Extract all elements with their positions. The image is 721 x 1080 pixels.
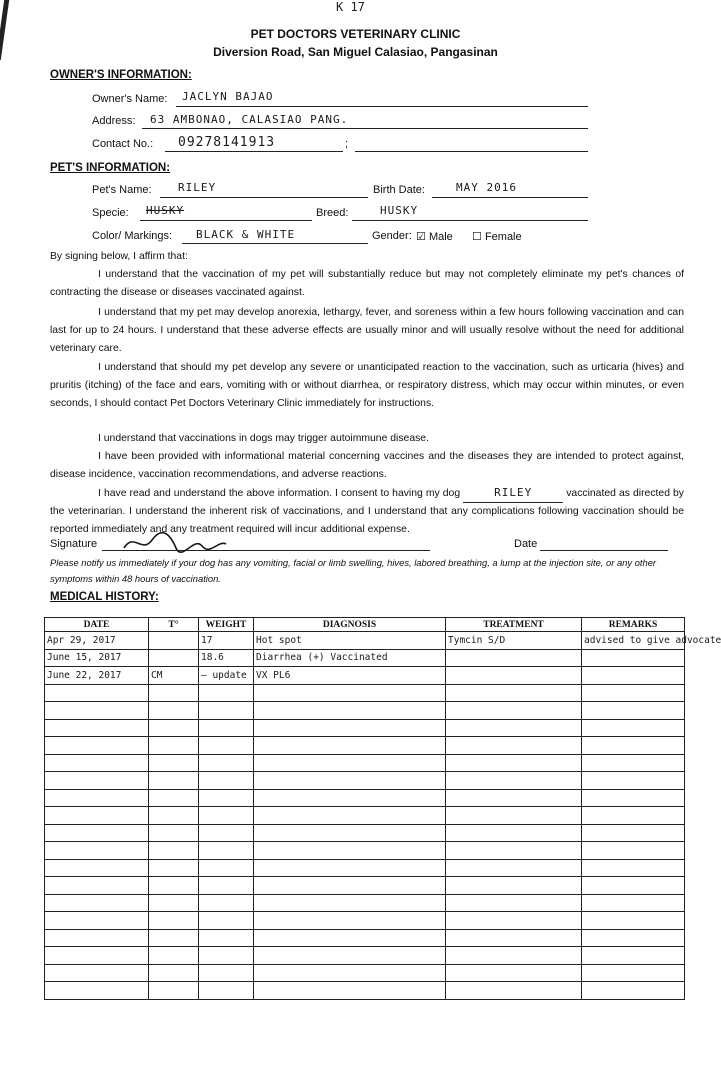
affirm-paragraph-5: I have been provided with informational material concerning vaccines and the diseases they are intended to protect against, disease incidence, vaccination recommendations, and adverse reactions. <box>50 451 684 480</box>
cell-empty <box>45 754 149 772</box>
contact-separator: ; <box>345 138 349 150</box>
color-line <box>182 243 368 244</box>
cell-empty <box>149 929 199 947</box>
pet-name-value: RILEY <box>178 181 217 194</box>
cell-empty <box>254 737 446 755</box>
cell-empty <box>446 859 582 877</box>
cell-empty <box>149 719 199 737</box>
cell-empty <box>582 702 685 720</box>
cell-empty <box>582 982 685 1000</box>
pet-section-title: PET'S INFORMATION: <box>50 162 171 174</box>
cell-empty <box>199 824 254 842</box>
date-label: Date <box>514 538 538 550</box>
cell-empty <box>199 947 254 965</box>
cell-empty <box>149 702 199 720</box>
cell-remarks <box>582 649 685 667</box>
cell-empty <box>254 702 446 720</box>
owner-name-label: Owner's Name: <box>92 93 168 105</box>
cell-empty <box>254 877 446 895</box>
cell-empty <box>149 684 199 702</box>
cell-empty <box>149 737 199 755</box>
cell-date: June 15, 2017 <box>45 649 149 667</box>
cell-empty <box>582 947 685 965</box>
cell-empty <box>582 912 685 930</box>
cell-empty <box>254 719 446 737</box>
notify-notice: Please notify us immediately if your dog has any vomiting, facial or limb swelling, hives, labored breathing, a lump at the injection site, or any other symptoms within 48 hours of vaccination. <box>50 557 657 584</box>
cell-empty <box>446 702 582 720</box>
cell-empty <box>45 737 149 755</box>
table-row-empty <box>45 842 685 860</box>
cell-empty <box>149 877 199 895</box>
cell-empty <box>446 947 582 965</box>
cell-empty <box>149 754 199 772</box>
cell-empty <box>149 947 199 965</box>
cell-empty <box>149 789 199 807</box>
cell-empty <box>149 807 199 825</box>
checkbox-female-icon: ☐ <box>472 231 482 243</box>
cell-empty <box>199 964 254 982</box>
cell-empty <box>582 859 685 877</box>
table-row-empty <box>45 964 685 982</box>
cell-empty <box>199 807 254 825</box>
contact-line-1 <box>165 151 343 152</box>
cell-empty <box>446 982 582 1000</box>
affirm-paragraph-3: I understand that should my pet develop any severe or unanticipated reaction to the vaccination, such as urticaria (hives) and pruritis (itching) of the face and ears, vomiting with or without diarrhea, or respiratory distress, which may occur within minutes, or even seconds, I should contact Pet Doctors Veterinary Clinic immediately for instructions. <box>50 362 684 409</box>
cell-diagnosis: VX PL6 <box>254 667 446 685</box>
table-row <box>45 649 685 667</box>
table-row-empty <box>45 982 685 1000</box>
date-line <box>540 550 668 551</box>
table-row-empty <box>45 737 685 755</box>
cell-empty <box>45 702 149 720</box>
breed-label: Breed: <box>316 207 349 219</box>
cell-empty <box>254 789 446 807</box>
cell-empty <box>149 824 199 842</box>
cell-empty <box>582 842 685 860</box>
cell-empty <box>45 947 149 965</box>
table-row-empty <box>45 789 685 807</box>
cell-empty <box>446 754 582 772</box>
table-row <box>45 667 685 685</box>
table-row-empty <box>45 912 685 930</box>
contact-value: 09278141913 <box>178 135 276 150</box>
cell-empty <box>254 807 446 825</box>
cell-empty <box>254 842 446 860</box>
cell-empty <box>582 807 685 825</box>
cell-empty <box>254 964 446 982</box>
checkbox-male-icon: ☑ <box>416 231 426 243</box>
gender-label: Gender: <box>372 230 412 242</box>
col-remarks: REMARKS <box>582 618 685 632</box>
cell-empty <box>446 894 582 912</box>
cell-empty <box>582 737 685 755</box>
address-value: 63 AMBONAO, CALASIAO PANG. <box>150 113 349 126</box>
affirm-paragraph-1: I understand that the vaccination of my pet will substantially reduce but may not completely eliminate my pet's chances of contracting the disease or diseases vaccinated against. <box>50 269 684 298</box>
table-row-empty <box>45 684 685 702</box>
cell-empty <box>254 824 446 842</box>
owner-name-line <box>176 106 588 107</box>
cell-empty <box>254 684 446 702</box>
cell-date: Apr 29, 2017 <box>45 632 149 650</box>
contact-label: Contact No.: <box>92 138 154 150</box>
cell-empty <box>199 929 254 947</box>
clinic-name: PET DOCTORS VETERINARY CLINIC <box>250 27 461 41</box>
cell-temp <box>149 649 199 667</box>
cell-empty <box>45 789 149 807</box>
empty-rows <box>45 684 685 999</box>
address-label: Address: <box>92 115 136 127</box>
cell-weight: 18.6 <box>199 649 254 667</box>
contact-line-2 <box>355 151 588 152</box>
col-diagnosis: DIAGNOSIS <box>254 618 446 632</box>
table-row-empty <box>45 807 685 825</box>
cell-empty <box>446 929 582 947</box>
affirm-intro: By signing below, I affirm that: <box>50 251 188 262</box>
cell-date: June 22, 2017 <box>45 667 149 685</box>
cell-empty <box>45 912 149 930</box>
cell-empty <box>446 737 582 755</box>
cell-treatment <box>446 649 582 667</box>
table-row-empty <box>45 947 685 965</box>
table-row-empty <box>45 929 685 947</box>
color-label: Color/ Markings: <box>92 230 173 242</box>
cell-diagnosis: Hot spot <box>254 632 446 650</box>
cell-empty <box>199 912 254 930</box>
cell-empty <box>254 894 446 912</box>
col-temp: T° <box>149 618 199 632</box>
owner-name-value: JACLYN BAJAO <box>182 90 274 103</box>
cell-empty <box>446 964 582 982</box>
cell-treatment: Tymcin S/D <box>446 632 582 650</box>
gender-male-label: Male <box>428 231 453 243</box>
cell-empty <box>45 807 149 825</box>
cell-treatment <box>446 667 582 685</box>
cell-empty <box>582 719 685 737</box>
cell-empty <box>582 754 685 772</box>
signature-label: Signature <box>50 538 98 550</box>
medical-section-title: MEDICAL HISTORY: <box>50 591 159 603</box>
table-row-empty <box>45 859 685 877</box>
cell-empty <box>45 824 149 842</box>
consent-text-end: vaccinated as directed by the veterinarian. I understand the inherent risk of vaccinations, and I understand that any complications following vaccination should be reported immediately and any treatment required will incur additional expense. <box>50 488 684 535</box>
specie-label: Specie: <box>92 207 129 219</box>
cell-empty <box>149 842 199 860</box>
cell-empty <box>199 859 254 877</box>
birth-date-label: Birth Date: <box>373 184 425 196</box>
table-row-empty <box>45 754 685 772</box>
affirm-paragraph-4: I understand that vaccinations in dogs may trigger autoimmune disease. <box>98 433 429 444</box>
cell-empty <box>582 824 685 842</box>
cell-empty <box>45 982 149 1000</box>
cell-empty <box>149 894 199 912</box>
cell-empty <box>254 912 446 930</box>
cell-empty <box>45 842 149 860</box>
cell-empty <box>45 877 149 895</box>
cell-remarks <box>582 667 685 685</box>
cell-empty <box>199 982 254 1000</box>
cell-empty <box>446 807 582 825</box>
cell-empty <box>45 719 149 737</box>
cell-empty <box>45 894 149 912</box>
cell-empty <box>254 754 446 772</box>
cell-empty <box>254 772 446 790</box>
cell-empty <box>45 772 149 790</box>
cell-empty <box>199 842 254 860</box>
owner-section-title: OWNER'S INFORMATION: <box>50 69 192 81</box>
cell-empty <box>582 929 685 947</box>
medical-history-table <box>44 617 721 1000</box>
consent-dog-name: RILEY <box>463 484 563 503</box>
cell-empty <box>582 877 685 895</box>
cell-empty <box>149 772 199 790</box>
cell-empty <box>446 789 582 807</box>
cell-empty <box>582 894 685 912</box>
cell-empty <box>149 964 199 982</box>
cell-empty <box>446 842 582 860</box>
cell-empty <box>199 719 254 737</box>
table-header-row <box>45 618 685 632</box>
gender-female-checkbox <box>472 230 522 243</box>
gender-male-checkbox <box>416 230 453 243</box>
cell-empty <box>199 702 254 720</box>
pet-name-line <box>160 197 368 198</box>
top-mark: K 17 <box>336 0 365 14</box>
birth-date-line <box>432 197 588 198</box>
cell-empty <box>199 894 254 912</box>
cell-empty <box>446 824 582 842</box>
consent-text-start: I have read and understand the above information. I consent to having my dog <box>98 488 461 499</box>
col-date: DATE <box>45 618 149 632</box>
cell-empty <box>254 859 446 877</box>
cell-diagnosis: Diarrhea (+) Vaccinated <box>254 649 446 667</box>
cell-empty <box>149 982 199 1000</box>
birth-date-value: MAY 2016 <box>456 181 517 194</box>
cell-empty <box>254 929 446 947</box>
cell-empty <box>45 929 149 947</box>
breed-line <box>352 220 588 221</box>
cell-remarks: advised to give advocate <box>582 632 685 650</box>
cell-weight: — update <box>199 667 254 685</box>
table-row-empty <box>45 824 685 842</box>
pet-name-label: Pet's Name: <box>92 184 152 196</box>
cell-empty <box>254 982 446 1000</box>
gender-female-label: Female <box>484 231 522 243</box>
cell-empty <box>199 684 254 702</box>
cell-empty <box>582 789 685 807</box>
table-row-empty <box>45 772 685 790</box>
col-weight: WEIGHT <box>199 618 254 632</box>
cell-empty <box>199 737 254 755</box>
cell-empty <box>199 754 254 772</box>
color-value: BLACK & WHITE <box>196 228 296 241</box>
cell-empty <box>446 719 582 737</box>
cell-empty <box>446 877 582 895</box>
cell-empty <box>582 964 685 982</box>
specie-value: HUSKY <box>146 204 185 217</box>
table-row-empty <box>45 702 685 720</box>
clinic-address: Diversion Road, San Miguel Calasiao, Pangasinan <box>213 45 498 59</box>
cell-empty <box>199 877 254 895</box>
table-row <box>45 632 685 650</box>
cell-weight: 17 <box>199 632 254 650</box>
cell-empty <box>446 912 582 930</box>
cell-temp <box>149 632 199 650</box>
col-treatment: TREATMENT <box>446 618 582 632</box>
cell-empty <box>446 772 582 790</box>
affirm-paragraph-2: I understand that my pet may develop anorexia, lethargy, fever, and soreness within a few hours following vaccination and can last for up to 24 hours. I understand that these adverse effects are usually minor and will usually resolve without the need for additional veterinary care. <box>50 307 684 354</box>
breed-value: HUSKY <box>380 204 419 217</box>
cell-empty <box>45 684 149 702</box>
cell-empty <box>149 912 199 930</box>
cell-empty <box>582 772 685 790</box>
cell-empty <box>45 859 149 877</box>
cell-empty <box>254 947 446 965</box>
cell-temp: CM <box>149 667 199 685</box>
specie-line <box>140 220 312 221</box>
signature-scribble <box>120 530 230 556</box>
cell-empty <box>582 684 685 702</box>
table-row-empty <box>45 719 685 737</box>
address-line <box>142 128 588 129</box>
cell-empty <box>446 684 582 702</box>
table-row-empty <box>45 877 685 895</box>
cell-empty <box>45 964 149 982</box>
table-row-empty <box>45 894 685 912</box>
cell-empty <box>199 789 254 807</box>
cell-empty <box>199 772 254 790</box>
cell-empty <box>149 859 199 877</box>
